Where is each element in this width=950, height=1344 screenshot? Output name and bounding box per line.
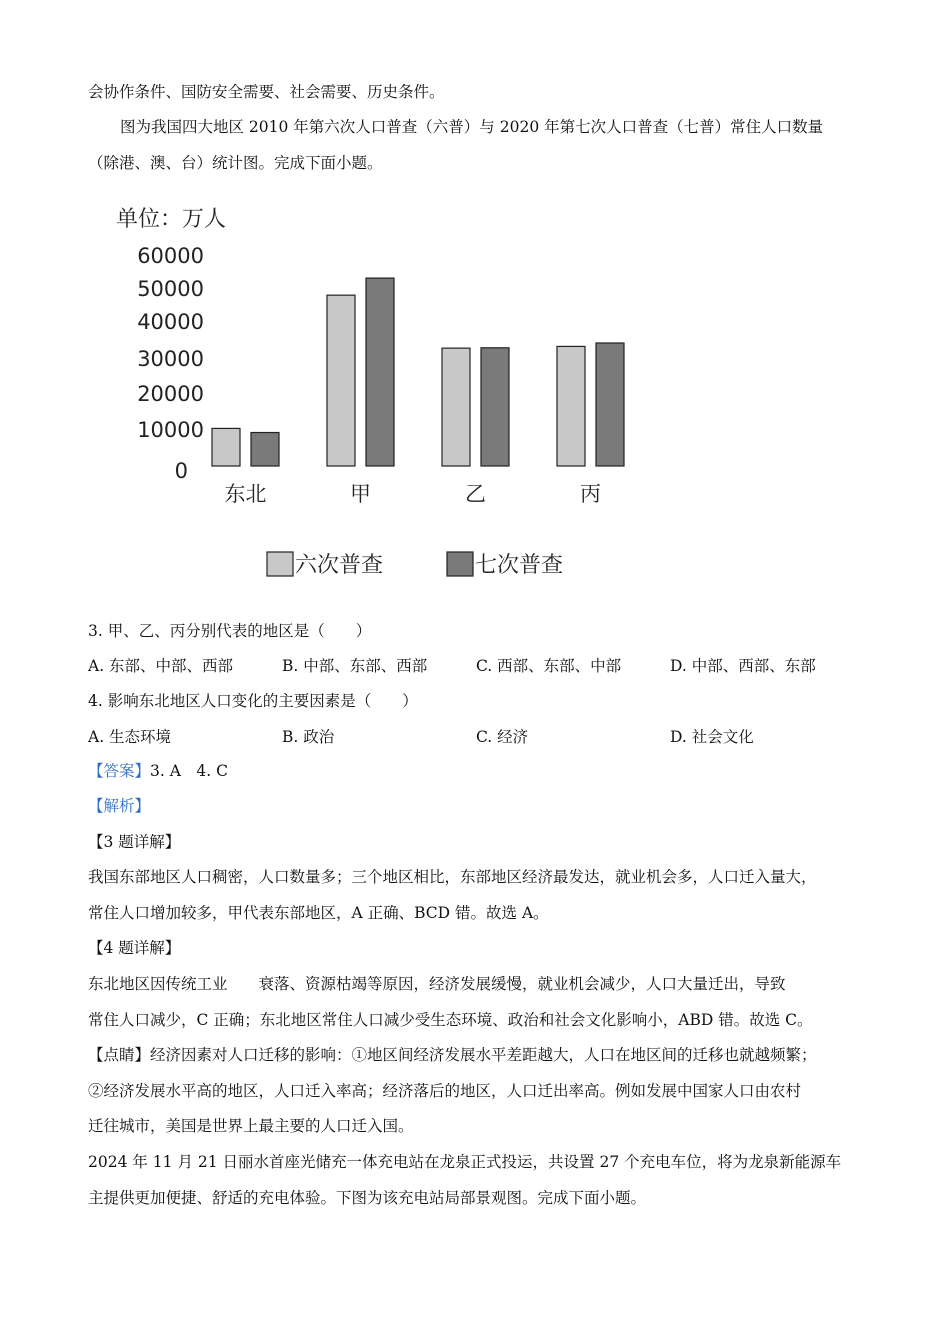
q3-option-c: C. 西部、东部、中部 — [476, 657, 622, 675]
q3-option-b: B. 中部、东部、西部 — [282, 657, 428, 675]
y-tick-label: 10000 — [137, 418, 204, 442]
answer-line — [88, 761, 228, 781]
q4-option-a: A. 生态环境 — [88, 728, 172, 746]
question-3: 3. 甲、乙、丙分别代表的地区是（ ） — [88, 622, 372, 640]
next-stem-line-2: 主提供更加便捷、舒适的充电体验。下图为该充电站局部景观图。完成下面小题。 — [88, 1189, 647, 1207]
stem-line-1: 图为我国四大地区 2010 年第六次人口普查（六普）与 2020 年第七次人口普查（七普）常住人口数量 — [120, 118, 824, 136]
y-tick-label: 40000 — [137, 310, 204, 334]
x-category-label: 乙 — [465, 482, 486, 506]
bar-census7-0 — [251, 433, 279, 466]
intro-tail: 会协作条件、国防安全需要、社会需要、历史条件。 — [88, 83, 445, 101]
legend-label-1: 七次普查 — [475, 553, 564, 578]
x-category-label: 丙 — [580, 482, 601, 506]
tip-line-2: ②经济发展水平高的地区，人口迁入率高；经济落后的地区，人口迁出率高。例如发展中国家人口由农村 — [88, 1082, 802, 1100]
bar-census6-1 — [327, 295, 355, 466]
stem-line-2: （除港、澳、台）统计图。完成下面小题。 — [88, 154, 383, 172]
legend-swatch-1 — [447, 552, 473, 576]
y-tick-label: 50000 — [137, 277, 204, 301]
detail-3-tag: 【3 题详解】 — [88, 833, 181, 851]
bar-census7-2 — [481, 348, 509, 466]
detail-3-line-1: 我国东部地区人口稠密，人口数量多；三个地区相比，东部地区经济最发达，就业机会多，人口迁入量大， — [88, 868, 817, 886]
q3-option-a: A. 东部、中部、西部 — [88, 657, 234, 675]
population-bar-chart — [100, 196, 660, 588]
legend-swatch-0 — [267, 552, 293, 576]
answer-text: 3. A 4. C — [150, 762, 229, 780]
q3-option-d: D. 中部、西部、东部 — [670, 657, 816, 675]
y-tick-label: 0 — [174, 459, 188, 483]
bar-census6-2 — [442, 348, 470, 466]
tip-line-1: 【点睛】经济因素对人口迁移的影响：①地区间经济发展水平差距越大，人口在地区间的迁移也就越频繁； — [88, 1046, 817, 1064]
y-tick-label: 30000 — [137, 347, 204, 371]
q4-option-c: C. 经济 — [476, 728, 529, 746]
bar-census6-3 — [557, 346, 585, 466]
analysis-tag: 【解析】 — [88, 797, 151, 815]
q4-option-d: D. 社会文化 — [670, 728, 754, 746]
detail-4-line-1: 东北地区因传统工业 衰落、资源枯竭等原因，经济发展缓慢，就业机会减少，人口大量迁出，导致 — [88, 975, 786, 993]
y-tick-label: 20000 — [137, 382, 204, 406]
x-category-label: 东北 — [224, 482, 267, 506]
chart-title: 单位：万人 — [116, 207, 227, 232]
detail-4-line-2: 常住人口减少，C 正确；东北地区常住人口减少受生态环境、政治和社会文化影响小，ABD 错。故选 C。 — [88, 1011, 813, 1029]
next-stem-line-1: 2024 年 11 月 21 日丽水首座光储充一体充电站在龙泉正式投运，共设置 27 个充电车位，将为龙泉新能源车 — [88, 1153, 842, 1171]
tip-line-3: 迁往城市，美国是世界上最主要的人口迁入国。 — [88, 1117, 414, 1135]
bar-census7-3 — [596, 343, 624, 466]
q4-option-b: B. 政治 — [282, 728, 335, 746]
question-4: 4. 影响东北地区人口变化的主要因素是（ ） — [88, 692, 418, 710]
bar-census6-0 — [212, 428, 240, 466]
bar-census7-1 — [366, 278, 394, 466]
answer-tag: 【答案】 — [88, 762, 151, 780]
y-tick-label: 60000 — [137, 244, 204, 268]
x-category-label: 甲 — [350, 482, 371, 506]
detail-4-tag: 【4 题详解】 — [88, 939, 181, 957]
legend-label-0: 六次普查 — [295, 553, 384, 578]
detail-3-line-2: 常住人口增加较多，甲代表东部地区，A 正确、BCD 错。故选 A。 — [88, 904, 549, 922]
